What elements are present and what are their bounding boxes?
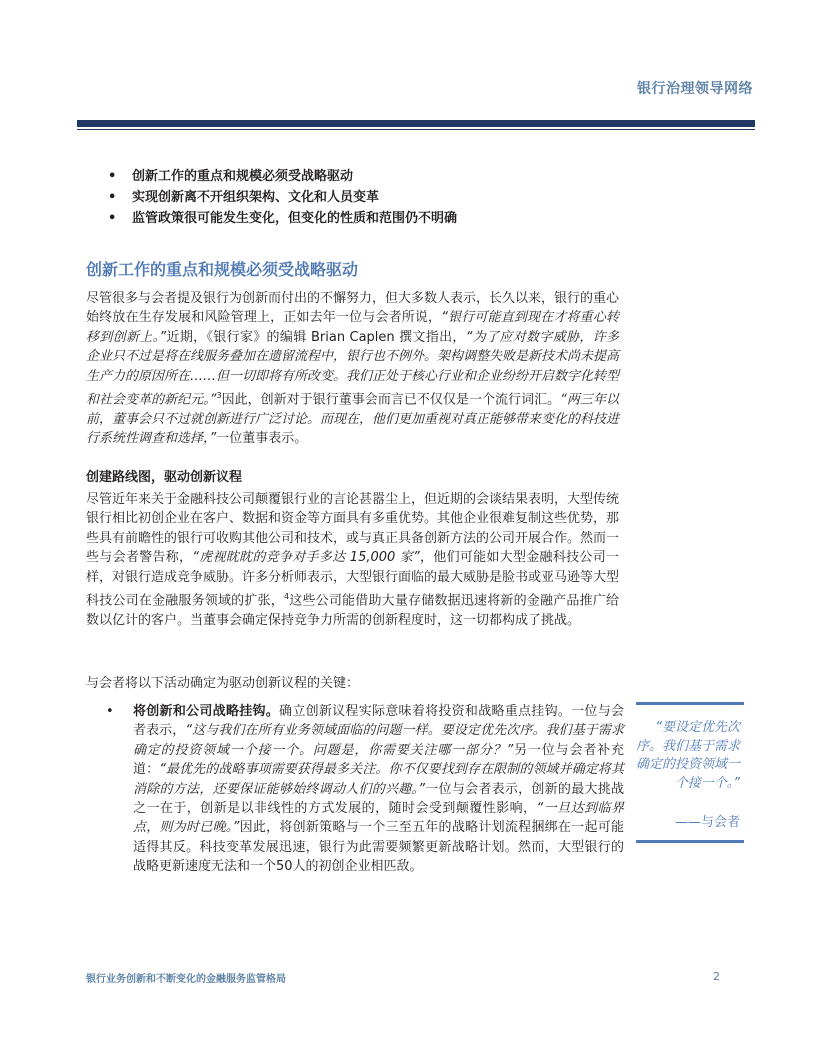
header-rule-thin [77,129,755,130]
bullet-icon: • [108,211,117,226]
summary-item: • 实现创新离不开组织架构、文化和人员变革 [104,187,457,208]
header-rule [77,120,755,129]
pull-quote [636,702,744,843]
footnote-ref: 4 [283,592,290,602]
pull-quote-attribution: ——与会者 [674,815,740,830]
footnote-ref: 3 [216,391,222,401]
subheading: 创建路线图，驱动创新议程 [86,470,243,485]
paragraph-2: 尽管近年来关于金融科技公司颠覆银行业的言论甚嚣尘上，但近期的会谈结果表明，大型传统银行相比初创企业在客户、数据和资金等方面具有多重优势。其他企业很难复制这些优势，那些具有前瞻性的银行可收购其他公司和技术，或与真正具备创新方法的公司开展合作。然而一些与会者警告称，“虎视眈眈的竞争对手多达 15,000 家”，他们可能如大型金融科技公司一样，对银行造成竞争威胁。许多分析师表示，大型银行面临的最大威胁是脸书或亚马逊等大型科技公司在金融服务领域的扩张，$^4$这些公司能借助大量存储数据迅速将新的金融产品推广给数以亿计的客户。当董事会确定保持竞争力所需的创新程度时，这一切都构成了挑战。 [86,492,620,628]
running-header-title: 银行治理领导网络 [637,81,753,97]
pull-quote-text: “要设定优先次序。我们基于需求确定的投资领域一个接一个。” [636,720,741,791]
paragraph-3: 与会者将以下活动确定为驱动创新议程的关键： [86,676,360,691]
summary-item: • 创新工作的重点和规模必须受战略驱动 [104,166,457,187]
bullet-icon: • [108,169,117,184]
section-heading: 创新工作的重点和规模必须受战略驱动 [86,260,359,279]
footer-title: 银行业务创新和不断变化的金融服务监管格局 [86,974,286,985]
summary-item: • 监管政策很可能发生变化，但变化的性质和范围仍不明确 [104,208,457,229]
paragraph-1: 尽管很多与会者提及银行为创新而付出的不懈努力，但大多数人表示，长久以来，银行的重心始终放在生存发展和风险管理上，正如去年一位与会者所说，“银行可能直到现在才将重心转移到创新上。”近期，《银行家》的编辑 Brian Caplen 撰文指出，“为了应对数字威胁，许多企业只不过是将在线服务叠加在遗留流程中，银行也不例外。架构调整失败是新技术尚未提高生产力的原因所在……但一切即将有所改变。我们正处于核心行业和企业纷纷开启数字化转型和社会变革的新纪元。”$^3$因此，创新对于银行董事会而言已不仅仅是一个流行词汇。“两三年以前，董事会只不过就创新进行广泛讨论。而现在，他们更加重视对真正能够带来变化的科技进行系统性调查和选择，”一位董事表示。 [86,291,620,447]
page-number: 2 [713,970,720,983]
bullet-icon: • [108,190,117,205]
summary-list [104,166,457,229]
activity-bullet: • 将创新和公司战略挂钩。确立创新议程实际意味着将投资和战略重点挂钩。一位与会者表示，“这与我们在所有业务领域面临的问题一样。要设定优先次序。我们基于需求确定的投资领域一个接一个。问题是，你需要关注哪一部分？”另一位与会者补充道：“最优先的战略事项需要获得最多关注。你不仅要找到存在限制的领域并确定将其消除的方法，还要保证能够始终调动人们的兴趣。”一位与会者表示，创新的最大挑战之一在于，创新是以非线性的方式发展的，随时会受到颠覆性影响，“一旦达到临界点，则为时已晚。”因此，将创新策略与一个三至五年的战略计划流程捆绑在一起可能适得其反。科技变革发展迅速，银行为此需要频繁更新战略计划。然而，大型银行的战略更新速度无法和一个50人的初创企业相匹敌。 [106,704,624,875]
bullet-icon: • [106,704,114,719]
